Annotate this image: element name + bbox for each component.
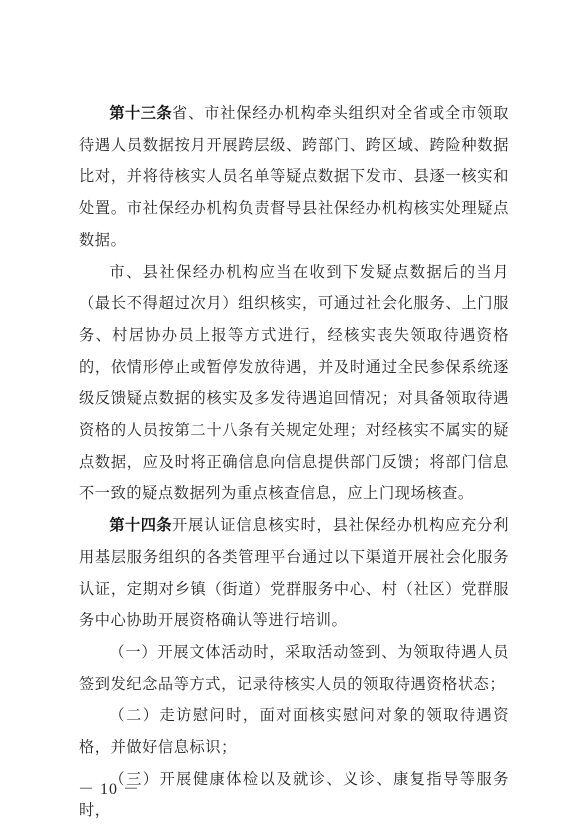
article-13-text: 省、市社保经办机构牵头组织对全省或全市领取待遇人员数据按月开展跨层级、跨部门、跨区域、跨险种数据比对，并将待核实人员名单等疑点数据下发市、县逐一核实和处置。市社保经办机构负责督导县社保经办机构核实处理疑点数据。 [79, 104, 509, 249]
list-item-2 [79, 700, 509, 763]
list-item-1-text: （一）开展文体活动时，采取活动签到、为领取待遇人员签到发纪念品等方式，记录待核实人员的领取待遇资格状态； [79, 642, 509, 693]
list-item-3-text: （三）开展健康体检以及就诊、义诊、康复指导等服务时， [79, 769, 509, 820]
article-13-paragraph [79, 98, 509, 257]
article-13-verification-paragraph [79, 257, 509, 511]
verification-text: 市、县社保经办机构应当在收到下发疑点数据后的当月（最长不得超过次月）组织核实，可通过社会化服务、上门服务、村居协办员上报等方式进行，经核实丧失领取待遇资格的，依情形停止或暂停发放待遇，并及时通过全民参保系统逐级反馈疑点数据的核实及多发待遇追回情况；对具备领取待遇资格的人员按第二十八条有关规定处理；对经核实不属实的疑点数据，应及时将正确信息向信息提供部门反馈；将部门信息不一致的疑点数据列为重点核查信息，应上门现场核查。 [79, 262, 509, 503]
article-14-paragraph [79, 510, 509, 637]
page-number: － 10 － [78, 781, 141, 798]
list-item-1 [79, 637, 509, 700]
list-item-2-text: （二）走访慰问时，面对面核实慰问对象的领取待遇资格，并做好信息标识； [79, 706, 509, 757]
list-item-3 [79, 764, 509, 827]
article-14-heading: 第十四条 [109, 516, 173, 535]
article-13-heading: 第十三条 [109, 104, 173, 122]
document-body [79, 98, 509, 827]
article-14-text: 开展认证信息核实时，县社保经办机构应充分利用基层服务组织的各类管理平台通过以下渠道开展社会化服务认证，定期对乡镇（街道）党群服务中心、村（社区）党群服务中心协助开展资格确认等进行培训。 [79, 516, 509, 630]
